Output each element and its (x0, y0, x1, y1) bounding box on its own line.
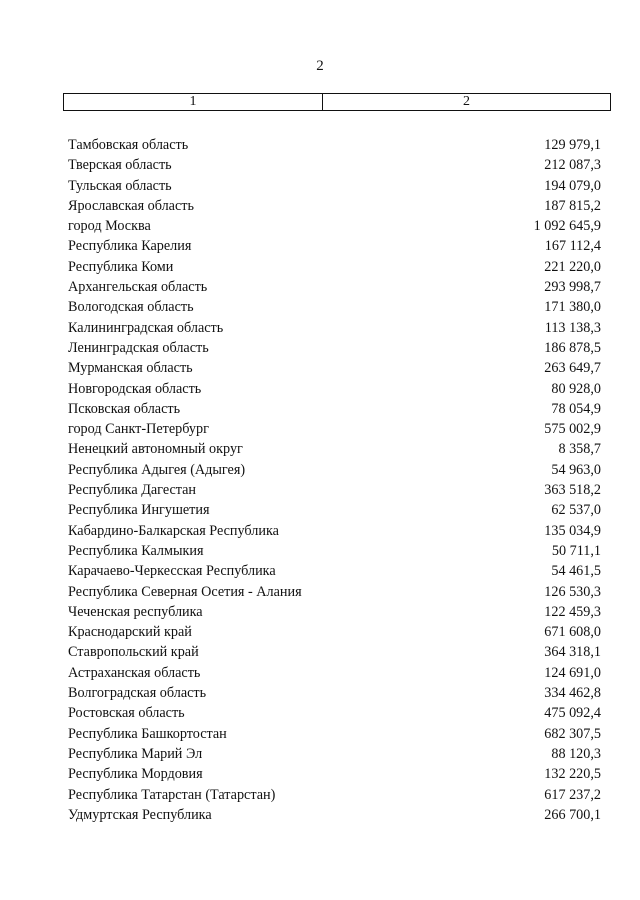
region-name: Вологодская область (68, 299, 194, 316)
region-value: 475 092,4 (544, 705, 601, 722)
region-name: Республика Карелия (68, 238, 192, 255)
table-row (68, 439, 601, 459)
region-name: Республика Татарстан (Татарстан) (68, 786, 276, 803)
table-row (68, 663, 601, 683)
region-value: 50 711,1 (551, 542, 601, 559)
region-value: 194 079,0 (544, 177, 601, 194)
table-row (68, 196, 601, 216)
table-row (68, 561, 601, 581)
region-value: 132 220,5 (544, 766, 601, 783)
table-row (68, 399, 601, 419)
region-value: 266 700,1 (544, 806, 601, 823)
region-name: Тверская область (68, 157, 172, 174)
region-value: 671 608,0 (544, 624, 601, 641)
region-name: Ленинградская область (68, 339, 209, 356)
table-row (68, 785, 601, 805)
table-row (68, 236, 601, 256)
region-value: 54 461,5 (551, 563, 601, 580)
region-value: 575 002,9 (544, 421, 601, 438)
table-row (68, 155, 601, 175)
table-row (68, 379, 601, 399)
region-name: город Санкт-Петербург (68, 421, 209, 438)
region-value: 129 979,1 (544, 137, 601, 153)
region-value-table (68, 135, 601, 825)
table-row (68, 297, 601, 317)
region-value: 171 380,0 (544, 299, 601, 316)
column-header-1: 1 (64, 94, 323, 110)
region-value: 88 120,3 (551, 745, 601, 762)
table-row (68, 460, 601, 480)
region-value: 54 963,0 (551, 461, 601, 478)
region-name: Тульская область (68, 177, 172, 194)
region-name: Республика Башкортостан (68, 725, 227, 742)
region-name: Архангельская область (68, 279, 208, 296)
region-value: 221 220,0 (544, 258, 601, 275)
region-name: Мурманская область (68, 360, 193, 377)
table-row (68, 216, 601, 236)
table-row (68, 683, 601, 703)
table-row (68, 338, 601, 358)
region-value: 78 054,9 (551, 400, 601, 417)
table-row (68, 500, 601, 520)
region-name: Карачаево-Черкесская Республика (68, 563, 276, 580)
table-row (68, 176, 601, 196)
region-name: Ярославская область (68, 197, 194, 214)
table-row (68, 135, 601, 155)
table-row (68, 521, 601, 541)
region-value: 62 537,0 (551, 502, 601, 519)
region-name: Республика Адыгея (Адыгея) (68, 461, 246, 478)
region-value: 212 087,3 (544, 157, 601, 174)
region-value: 364 318,1 (544, 644, 601, 661)
region-name: Астраханская область (68, 664, 201, 681)
region-value: 263 649,7 (544, 360, 601, 377)
region-name: Республика Коми (68, 258, 174, 275)
region-name: Краснодарский край (68, 624, 192, 641)
table-row (68, 419, 601, 439)
region-name: Псковская область (68, 400, 181, 417)
region-value: 293 998,7 (544, 279, 601, 296)
region-value: 80 928,0 (551, 380, 601, 397)
table-row (68, 277, 601, 297)
table-row (68, 764, 601, 784)
table-row (68, 358, 601, 378)
region-value: 167 112,4 (544, 238, 601, 255)
table-row (68, 642, 601, 662)
table-row (68, 318, 601, 338)
region-value: 135 034,9 (544, 522, 601, 539)
table-row (68, 744, 601, 764)
region-value: 124 691,0 (544, 664, 601, 681)
region-name: Ставропольский край (68, 644, 199, 661)
region-value: 186 878,5 (544, 339, 601, 356)
table-row (68, 582, 601, 602)
region-value: 126 530,3 (544, 583, 601, 600)
region-name: Тамбовская область (68, 137, 189, 153)
region-name: Волгоградская область (68, 685, 207, 702)
region-name: Республика Марий Эл (68, 745, 203, 762)
table-column-header (63, 93, 611, 111)
region-value: 8 358,7 (558, 441, 601, 458)
region-name: Кабардино-Балкарская Республика (68, 522, 279, 539)
region-name: Республика Северная Осетия - Алания (68, 583, 302, 600)
region-name: Республика Калмыкия (68, 542, 204, 559)
region-name: Республика Мордовия (68, 766, 203, 783)
column-header-2: 2 (463, 94, 470, 109)
region-name: Удмуртская Республика (68, 806, 212, 823)
region-name: Республика Дагестан (68, 482, 197, 499)
region-value: 113 138,3 (544, 319, 601, 336)
table-row (68, 622, 601, 642)
region-value: 122 459,3 (544, 603, 601, 620)
region-value: 187 815,2 (544, 197, 601, 214)
region-value: 617 237,2 (544, 786, 601, 803)
region-name: Калининградская область (68, 319, 224, 336)
region-value: 1 092 645,9 (533, 218, 601, 235)
table-row (68, 703, 601, 723)
region-value: 334 462,8 (544, 685, 601, 702)
table-row (68, 602, 601, 622)
region-name: Ненецкий автономный округ (68, 441, 243, 458)
page-number: 2 (316, 58, 324, 74)
region-name: город Москва (68, 218, 151, 235)
region-name: Чеченская республика (68, 603, 203, 620)
region-name: Новгородская область (68, 380, 202, 397)
table-row (68, 805, 601, 825)
region-name: Ростовская область (68, 705, 185, 722)
table-row (68, 724, 601, 744)
table-row (68, 257, 601, 277)
region-value: 682 307,5 (544, 725, 601, 742)
region-value: 363 518,2 (544, 482, 601, 499)
table-row (68, 480, 601, 500)
region-name: Республика Ингушетия (68, 502, 210, 519)
table-row (68, 541, 601, 561)
